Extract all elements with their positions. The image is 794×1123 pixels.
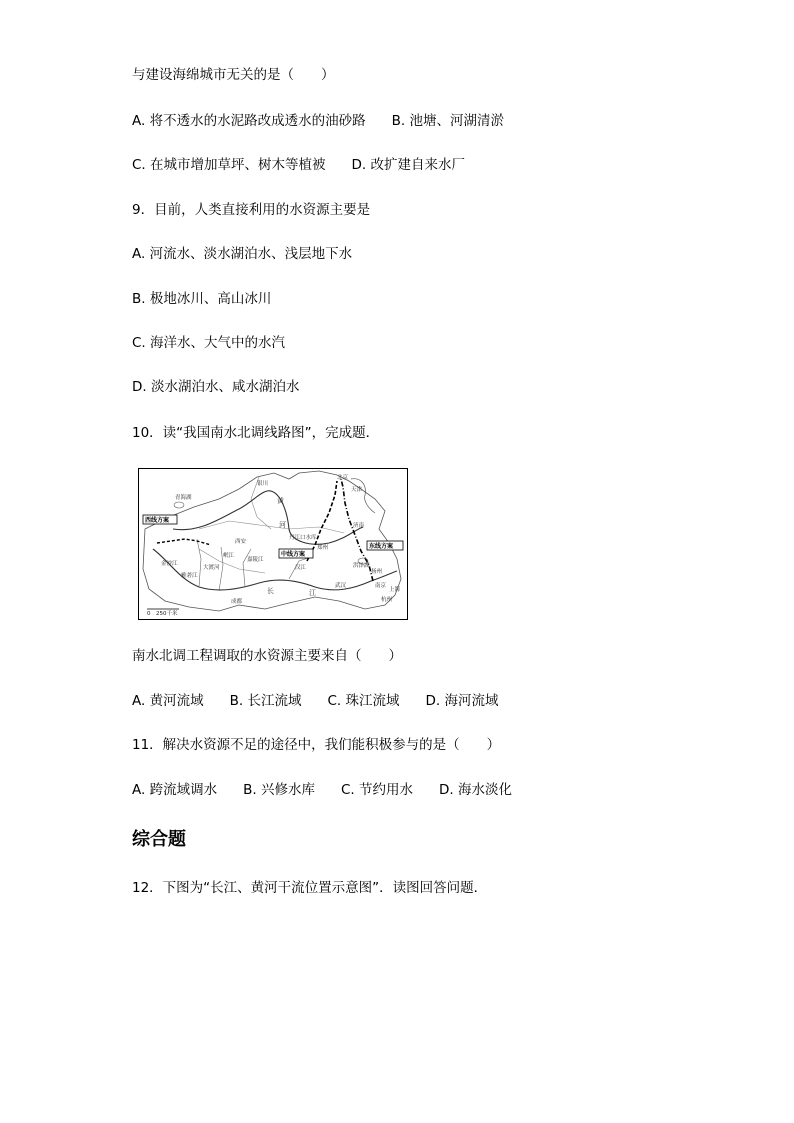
xian-label: 西安 [235,539,247,545]
huang-char-label: 黄 [277,497,284,505]
he-char-label: 河 [279,521,286,529]
q9-option-d[interactable]: D. 淡水湖泊水、咸水湖泊水 [132,379,300,395]
q8-options-row-1 [132,112,504,130]
yalong-label: 雅砻江 [181,573,198,579]
dadu-label: 大渡河 [203,565,220,571]
hongze-label: 洪泽湖 [353,563,370,569]
hanjiang-label: 汉江 [295,565,307,571]
danjiangkou-label: 丹江口水库 [289,535,317,541]
scale-label: 0 250千米 [147,611,178,617]
q9-option-b[interactable]: B. 极地冰川、高山冰川 [132,291,272,307]
jiang-char-label: 江 [309,589,316,597]
q11-option-a[interactable]: A. 跨流域调水 [132,782,218,798]
q10-options-row [132,692,498,710]
tributary-3 [243,549,251,587]
min-label: 岷江 [223,553,235,559]
chang-char-label: 长 [267,587,274,595]
q12-stem: 12．下图为“长江、黄河干流位置示意图”．读图回答问题． [132,880,488,896]
qinghai-lake-label: 青海湖 [175,495,192,501]
q9-stem: 9．目前，人类直接利用的水资源主要是 [132,202,371,218]
q11-options-row [132,781,512,799]
south-north-water-diversion-map [138,468,408,620]
q8-option-b[interactable]: B. 池塘、河湖清淤 [391,113,504,129]
q11-option-d[interactable]: D. 海水淡化 [438,782,512,798]
q11-option-c[interactable]: C. 节约用水 [340,782,413,798]
tianjin-label: 天津 [351,487,363,493]
q9-option-a[interactable]: A. 河流水、淡水湖泊水、浅层地下水 [132,246,353,262]
q8-option-c[interactable]: C. 在城市增加草坪、树木等植被 [132,157,326,173]
west-route-label: 西线方案 [145,517,170,524]
q10-option-d[interactable]: D. 海河流域 [425,693,499,709]
chengdu-label: 成都 [231,599,243,605]
q11-stem: 11．解决水资源不足的途径中，我们能积极参与的是（ ） [132,737,501,753]
q11-option-b[interactable]: B. 兴修水库 [243,782,315,798]
middle-route-label: 中线方案 [281,551,306,558]
beijing-label: 北京 [337,475,349,481]
q10-option-b[interactable]: B. 长江流域 [229,693,302,709]
q10-option-c[interactable]: C. 珠江流域 [327,693,400,709]
zhengzhou-label: 郑州 [317,545,329,551]
q10-option-a[interactable]: A. 黄河流域 [132,693,204,709]
q8-stem: 与建设海绵城市无关的是（ ） [132,67,335,83]
yinchuan-label: 银川 [257,481,269,487]
q10-sub-stem: 南水北调工程调取的水资源主要来自（ ） [132,648,402,664]
nanjing-label: 南京 [375,583,387,589]
east-route-label: 东线方案 [369,543,394,550]
route-map-svg [139,469,406,618]
jinan-label: 济南 [353,523,365,529]
qinghai-lake [174,502,184,508]
yangzhou-label: 扬州 [371,569,383,575]
q9-option-c[interactable]: C. 海洋水、大气中的水汽 [132,335,286,351]
bohai-coast [351,479,375,513]
hangzhou-label: 杭州 [381,597,393,603]
wuhan-label: 武汉 [335,583,347,589]
q8-options-row-2 [132,156,465,174]
q8-option-a[interactable]: A. 将不透水的水泥路改成透水的油砂路 [132,113,366,129]
tributary-1 [197,539,201,587]
jialing-label: 嘉陵江 [247,557,264,563]
yangtze-river-line [153,549,397,590]
q10-stem: 10．读“我国南水北调线路图”，完成题． [132,425,380,441]
shanghai-label: 上海 [389,587,401,593]
q8-option-d[interactable]: D. 改扩建自来水厂 [351,157,465,173]
section-title: 综合题 [132,829,186,850]
jinsha-label: 金沙江 [161,561,178,567]
west-route-line [157,539,211,545]
